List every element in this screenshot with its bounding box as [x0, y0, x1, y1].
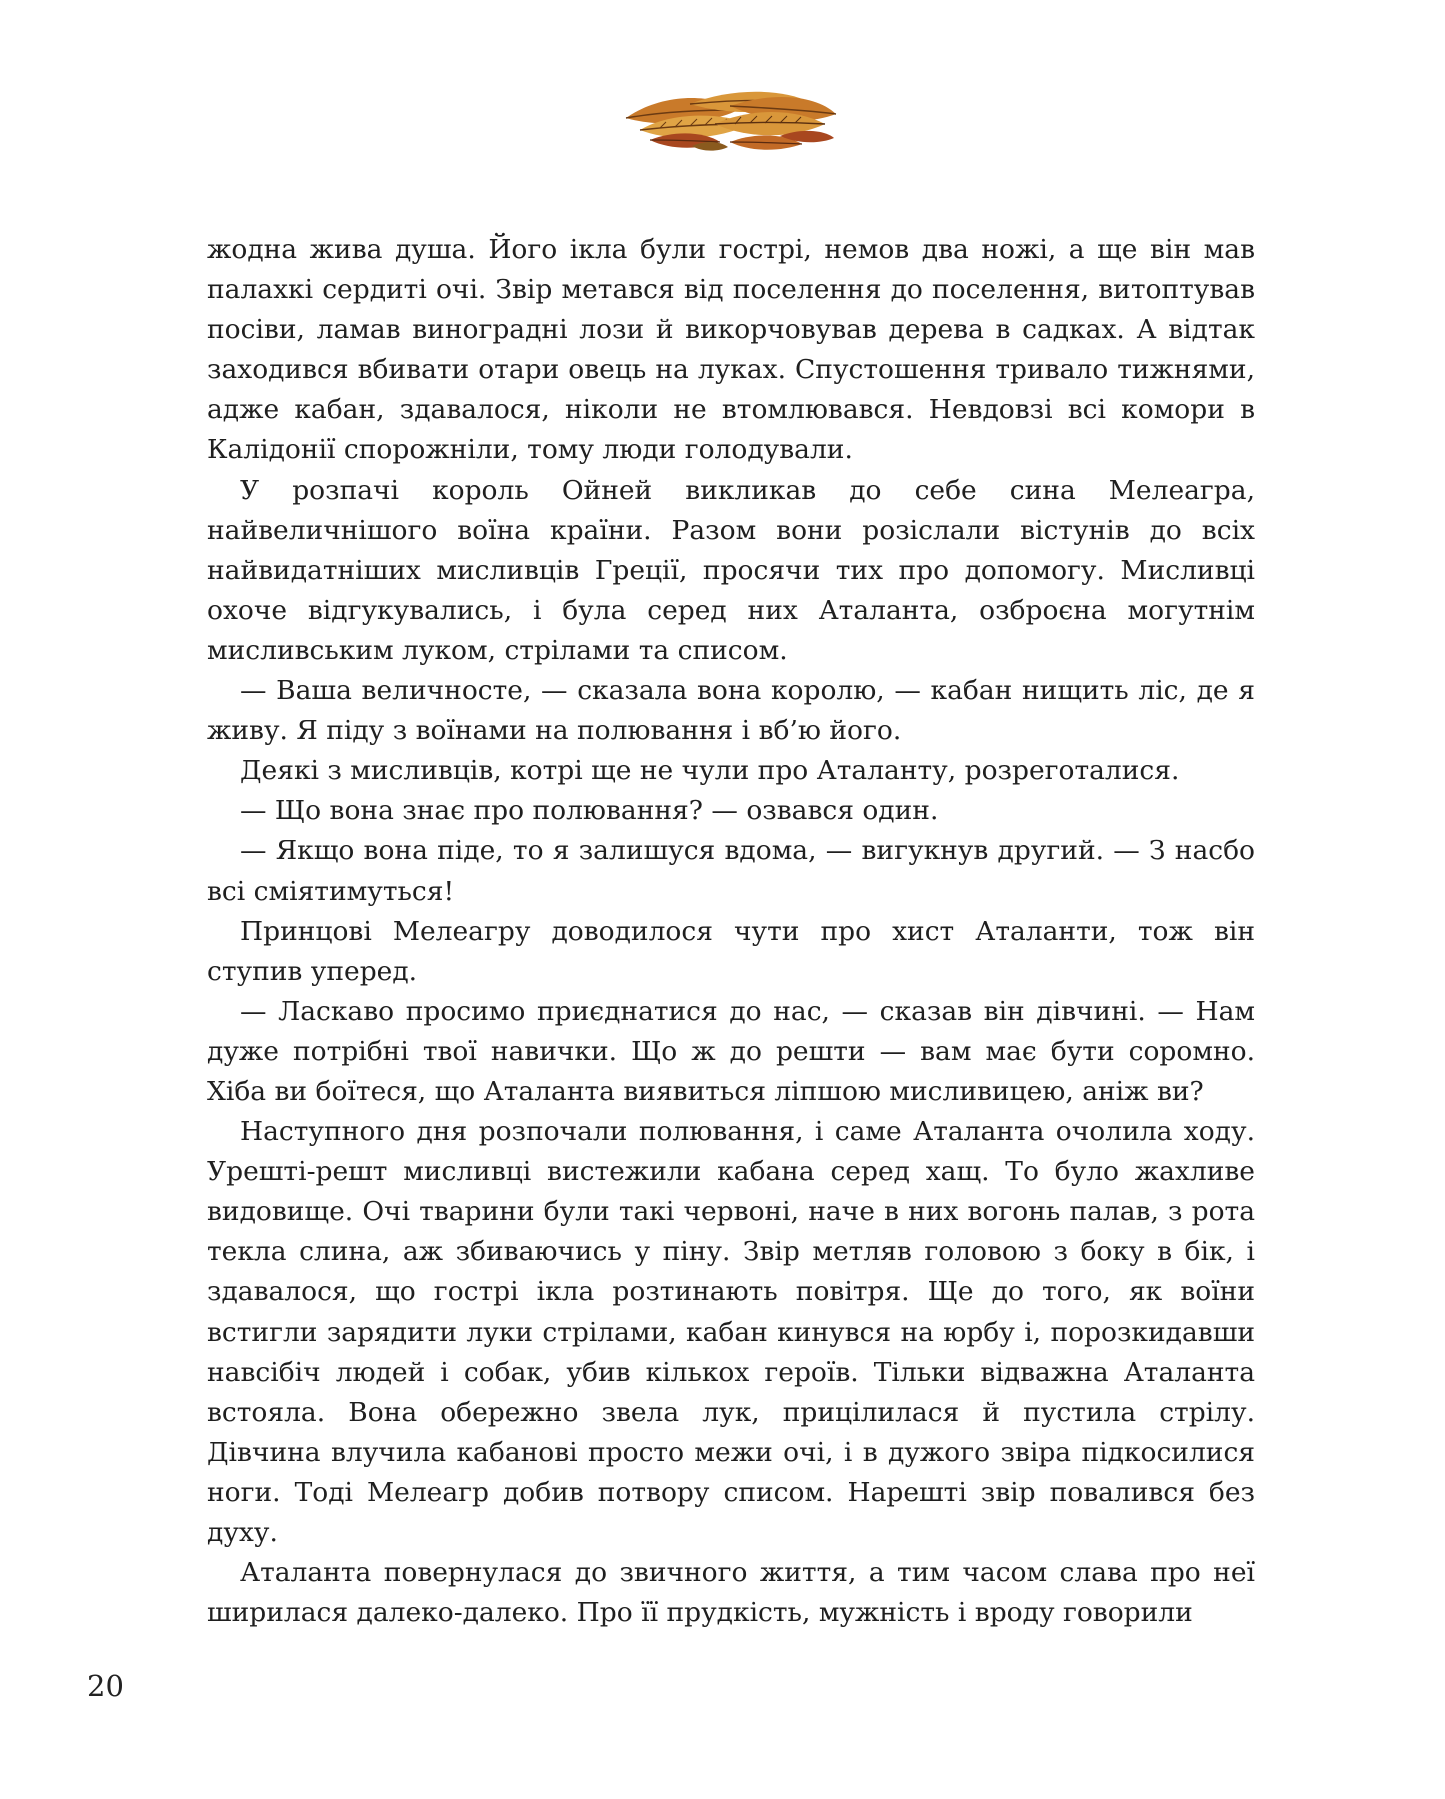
page-number: 20 — [87, 1669, 124, 1703]
paragraph: — Ласкаво просимо приєднатися до нас, — сказав він дівчині. — Нам дуже потрібні твої навички. Що ж до решти — вам має бути соромно. Хіба ви боїтеся, що Аталанта виявиться ліпшою мисливицею, аніж ви? — [207, 995, 1255, 1107]
paragraph: жодна жива душа. Його ікла були гострі, немов два ножі, а ще він мав палахкі сердиті очі. Звір метався від поселення до поселення, витоптував посіви, ламав виноградні лози й викорчовував дерева в садках. А відтак заходився вбивати отари овець на луках. Спустошення тривало тижнями, адже кабан, здавалося, ніколи не втомлювався. Невдовзі всі комори в Калідонії спорожніли, тому люди голодували. — [207, 234, 1255, 466]
paragraph: — Якщо вона піде, то я залишуся вдома, — вигукнув другий. — З насбо всі сміятимуться! — [207, 835, 1255, 907]
story-text — [207, 230, 1255, 1633]
paragraph: Аталанта повернулася до звичного життя, а тим часом слава про неї ширилася далеко-далеко. Про її прудкість, мужність і вроду говорили — [207, 1557, 1255, 1629]
paragraph: — Що вона знає про полювання? — озвався один. — [240, 795, 939, 827]
paragraph: Принцові Мелеагру доводилося чути про хист Аталанти, тож він ступив уперед. — [207, 915, 1255, 987]
paragraph: — Ваша величносте, — сказала вона королю, — кабан нищить ліс, де я живу. Я піду з воїнами на полювання і вб’ю його. — [207, 675, 1255, 747]
autumn-leaves-ornament-icon — [620, 84, 840, 156]
paragraph: Наступного дня розпочали полювання, і саме Аталанта очолила ходу. Урешті-решт мисливці вистежили кабана серед хащ. То було жахливе видовище. Очі тварини були такі червоні, наче в них вогонь палав, з рота текла слина, аж збиваючись у піну. Звір метляв головою з боку в бік, і здавалося, що гострі ікла розтинають повітря. Ще до того, як воїни встигли зарядити луки стрілами, кабан кинувся на юрбу і, порозкидавши навсібіч людей і собак, убив кількох героїв. Тільки відважна Аталанта встояла. Вона обережно звела лук, прицілилася й пустила стрілу. Дівчина влучила кабанові просто межи очі, і в дужого звіра підкосилися ноги. Тоді Мелеагр добив потвору списом. Нарешті звір повалився без духу. — [207, 1116, 1255, 1548]
paragraph: Деякі з мисливців, котрі ще не чули про Аталанту, розреготалися. — [240, 755, 1180, 787]
paragraph: У розпачі король Ойней викликав до себе сина Мелеагра, найвеличнішого воїна країни. Разом вони розіслали вістунів до всіх найвидатніших мисливців Греції, просячи тих про допомогу. Мисливці охоче відгукувались, і була серед них Аталанта, озброєна могутнім мисливським луком, стрілами та списом. — [207, 474, 1255, 666]
